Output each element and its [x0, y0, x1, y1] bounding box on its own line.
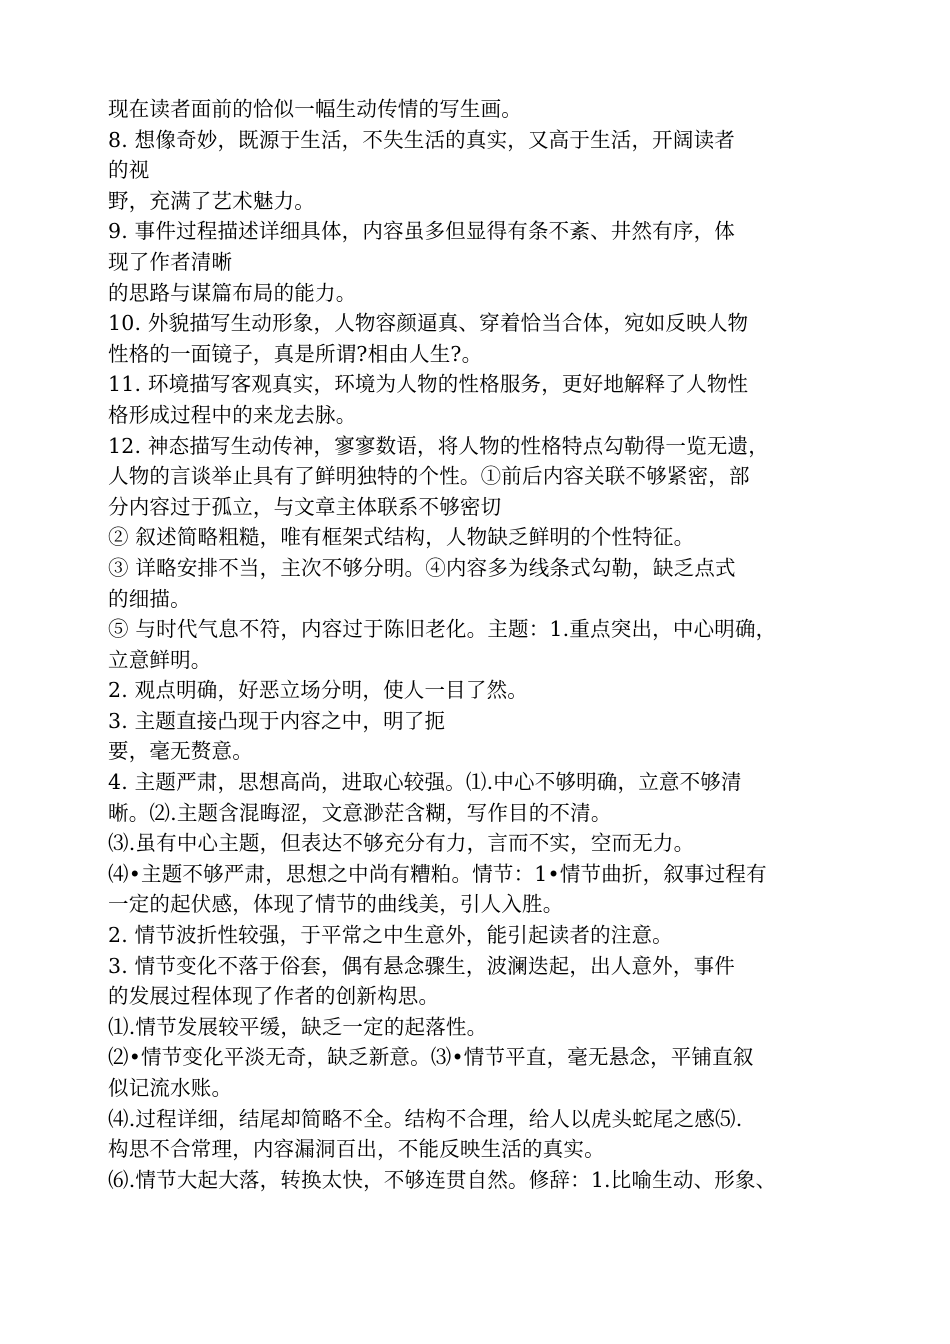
text-line: 3. 主题直接凸现于内容之中，明了扼 [108, 708, 446, 733]
text-line: 构思不合常理，内容漏洞百出，不能反映生活的真实。 [108, 1137, 605, 1162]
text-line: 分内容过于孤立，与文章主体联系不够密切 [108, 494, 502, 519]
text-line: 性格的一面镜子，真是所谓?相由人生?。 [108, 341, 483, 366]
text-line: ⑴.情节发展较平缓，缺乏一定的起落性。 [108, 1014, 488, 1039]
text-line: ⑷.过程详细，结尾却简略不全。结构不合理，给人以虎头蛇尾之感⑸. [108, 1106, 743, 1131]
text-line: 似记流水账。 [108, 1076, 233, 1100]
text-line: 现了作者清晰 [108, 249, 233, 274]
text-line: ② 叙述简略粗糙，唯有框架式结构，人物缺乏鲜明的个性特征。 [108, 525, 695, 550]
text-line: 立意鲜明。 [108, 647, 212, 672]
text-line: 要，毫无赘意。 [108, 739, 253, 764]
text-line: ⑷•主题不够严肃，思想之中尚有糟粕。情节：1•情节曲折，叙事过程有 [108, 861, 767, 886]
text-line: 的思路与谋篇布局的能力。 [108, 280, 357, 305]
text-line: 9. 事件过程描述详细具体，内容虽多但显得有条不紊、井然有序，体 [108, 219, 735, 244]
text-line: 8. 想像奇妙，既源于生活，不失生活的真实，又高于生活，开阔读者 [108, 127, 735, 152]
text-line: 的视 [108, 158, 150, 183]
text-line: 2. 情节波折性较强，于平常之中生意外，能引起读者的注意。 [108, 923, 673, 948]
text-line: 野，充满了艺术魅力。 [108, 188, 315, 213]
text-line: ⑵•情节变化平淡无奇，缺乏新意。⑶•情节平直，毫无悬念，平铺直叙 [108, 1045, 754, 1070]
text-line: 3. 情节变化不落于俗套，偶有悬念骤生，波澜迭起，出人意外，事件 [108, 953, 735, 978]
text-line: 的发展过程体现了作者的创新构思。 [108, 984, 440, 1009]
text-line: 格形成过程中的来龙去脉。 [108, 402, 357, 427]
text-line: 4. 主题严肃，思想高尚，进取心较强。⑴.中心不够明确，立意不够清 [108, 770, 742, 795]
text-line: 人物的言谈举止具有了鲜明独特的个性。①前后内容关联不够紧密，部 [108, 464, 750, 489]
text-line: 12. 神态描写生动传神，寥寥数语，将人物的性格特点勾勒得一览无遗， [108, 433, 769, 458]
text-line: 10. 外貌描写生动形象，人物容颜逼真、穿着恰当合体，宛如反映人物 [108, 311, 749, 336]
text-line: 的细描。 [108, 586, 191, 611]
text-line: 11. 环境描写客观真实，环境为人物的性格服务，更好地解释了人物性 [108, 372, 749, 397]
text-line: 晰。⑵.主题含混晦涩，文意渺茫含糊，写作目的不清。 [108, 800, 612, 825]
text-line: ③ 详略安排不当，主次不够分明。④内容多为线条式勾勒，缺乏点式 [108, 555, 736, 580]
text-line: 一定的起伏感，体现了情节的曲线美，引人入胜。 [108, 892, 564, 917]
text-line: ⑶.虽有中心主题，但表达不够充分有力，言而不实，空而无力。 [108, 831, 695, 856]
text-line: 2. 观点明确，好恶立场分明，使人一目了然。 [108, 678, 528, 703]
text-line: ⑤ 与时代气息不符，内容过于陈旧老化。主题：1.重点突出，中心明确， [108, 617, 777, 642]
document-body [108, 94, 868, 1195]
text-line: 现在读者面前的恰似一幅生动传情的写生画。 [108, 97, 522, 121]
text-line: ⑹.情节大起大落，转换太快，不够连贯自然。修辞：1.比喻生动、形象、 [108, 1167, 777, 1192]
